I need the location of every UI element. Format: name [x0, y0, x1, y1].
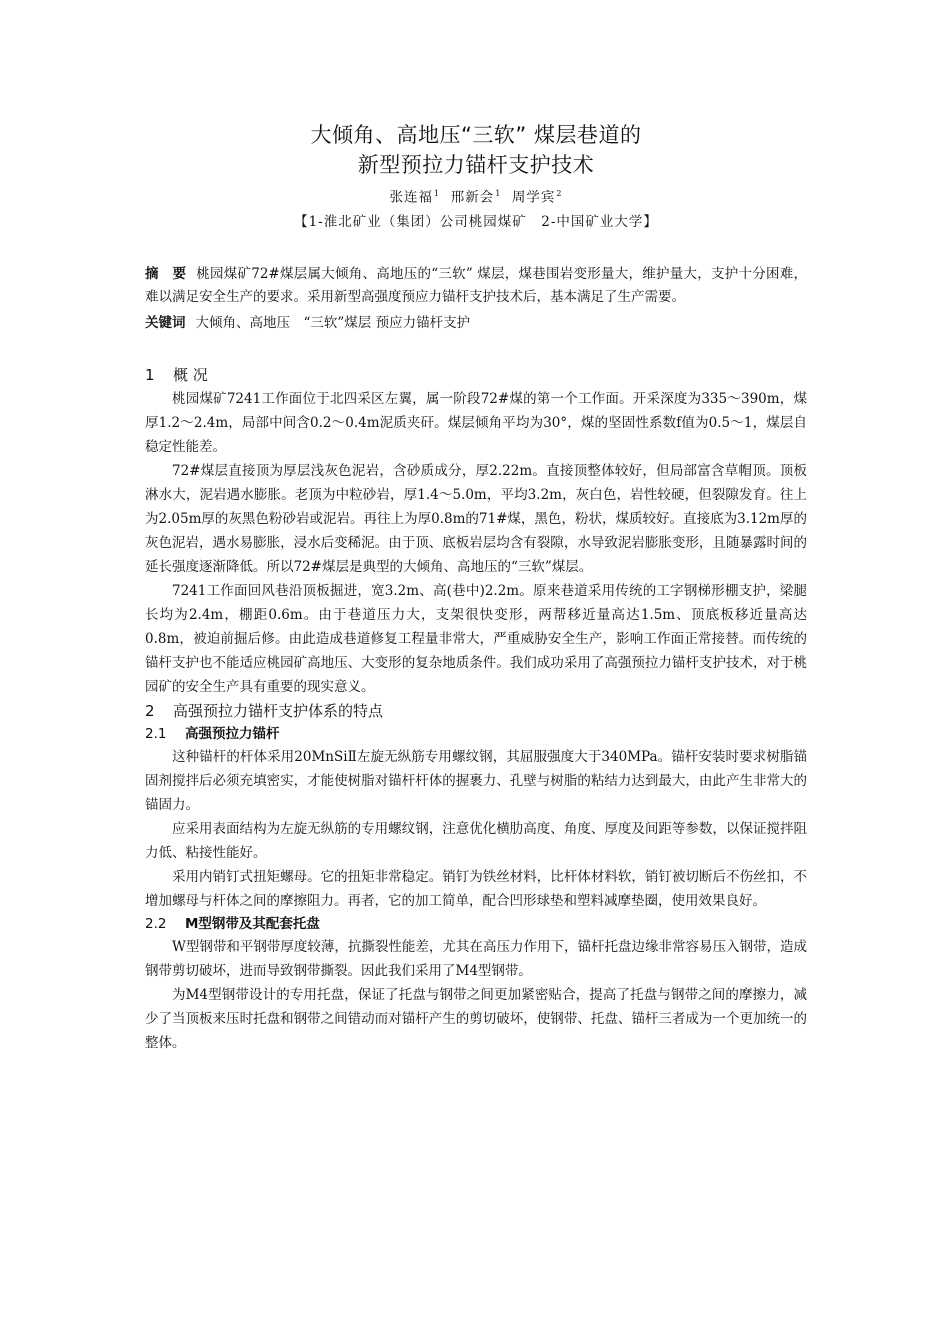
- abstract-label: 摘 要: [145, 265, 187, 282]
- section-heading: [145, 699, 807, 723]
- section-number: 1: [145, 365, 155, 384]
- title-line-1: 大倾角、高地压“三软” 煤层巷道的: [310, 123, 642, 147]
- section-title: 概 况: [173, 365, 208, 384]
- subsection-heading: [145, 913, 807, 935]
- author-name: 张连福: [389, 189, 434, 206]
- keywords-text: 大倾角、高地压 “三软”煤层 预应力锚杆支护: [195, 314, 471, 331]
- keywords-label: 关键词: [145, 314, 186, 331]
- paragraph: 为M4型钢带设计的专用托盘，保证了托盘与钢带之间更加紧密贴合，提高了托盘与钢带之间的摩擦力，减少了当顶板来压时托盘和钢带之间错动而对锚杆产生的剪切破坏，使钢带、托盘、锚杆三者成为一个更加统一的整体。: [145, 986, 807, 1051]
- title-line-2: 新型预拉力锚杆支护技术: [357, 153, 595, 177]
- affiliation: 【1-淮北矿业（集团）公司桃园煤矿 2-中国矿业大学】: [294, 213, 658, 230]
- subsection-title: M型钢带及其配套托盘: [185, 915, 320, 932]
- author-name: 周学宾: [511, 189, 556, 206]
- section-title: 高强预拉力锚杆支护体系的特点: [173, 701, 384, 720]
- author-list: [145, 182, 807, 210]
- subsection-title: 高强预拉力锚杆: [185, 725, 280, 742]
- paragraph: W型钢带和平钢带厚度较薄，抗撕裂性能差，尤其在高压力作用下，锚杆托盘边缘非常容易压入钢带，造成钢带剪切破坏，进而导致钢带撕裂。因此我们采用了M4型钢带。: [145, 938, 807, 979]
- paper-page: [145, 120, 807, 1055]
- section-2: [145, 699, 807, 1055]
- subsection-number: 2.1: [145, 725, 167, 742]
- abstract-text: 桃园煤矿72#煤层属大倾角、高地压的“三软” 煤层，煤巷围岩变形量大，维护量大，支护十分困难，难以满足安全生产的要求。采用新型高强度预应力锚杆支护技术后，基本满足了生产需要。: [145, 265, 807, 305]
- subsection-heading: [145, 723, 807, 745]
- subsection-number: 2.2: [145, 915, 167, 932]
- author-affil-ref: 1: [434, 189, 441, 198]
- keywords: [145, 312, 807, 335]
- section-heading: [145, 363, 807, 387]
- paper-title: [145, 120, 807, 180]
- paragraph: 72#煤层直接顶为厚层浅灰色泥岩，含砂质成分，厚2.22m。直接顶整体较好，但局部富含草帽顶。顶板淋水大，泥岩遇水膨胀。老顶为中粒砂岩，厚1.4～5.0m，平均3.2m，灰白色，岩性较硬，但裂隙发育。往上为2.05m厚的灰黑色粉砂岩或泥岩。再往上为厚0.8m的71#煤，黑色，粉状，煤质较好。直接底为3.12m厚的灰色泥岩，遇水易膨胀，浸水后变稀泥。由于顶、底板岩层均含有裂隙，水导致泥岩膨胀变形，且随暴露时间的延长强度逐渐降低。所以72#煤层是典型的大倾角、高地压的“三软”煤层。: [145, 462, 807, 575]
- author-affil-ref: 1: [495, 189, 502, 198]
- section-1: [145, 363, 807, 699]
- paragraph: 应采用表面结构为左旋无纵筋的专用螺纹钢，注意优化横肋高度、角度、厚度及间距等参数，以保证搅拌阻力低、粘接性能好。: [145, 820, 807, 861]
- section-number: 2: [145, 701, 155, 720]
- abstract: [145, 263, 807, 309]
- paragraph: 桃园煤矿7241工作面位于北四采区左翼，属一阶段72#煤的第一个工作面。开采深度为335～390m，煤厚1.2～2.4m，局部中间含0.2～0.4m泥质夹矸。煤层倾角平均为30°，煤的坚固性系数f值为0.5～1，煤层自稳定性能差。: [145, 390, 807, 455]
- paragraph: 采用内销钉式扭矩螺母。它的扭矩非常稳定。销钉为铁丝材料，比杆体材料软，销钉被切断后不伤丝扣，不增加螺母与杆体之间的摩擦阻力。再者，它的加工简单，配合凹形球垫和塑料减摩垫圈，使用效果良好。: [145, 868, 807, 909]
- author-name: 邢新会: [450, 189, 495, 206]
- author-affil-ref: 2: [556, 189, 563, 198]
- paragraph: 这种锚杆的杆体采用20MnSiⅡ左旋无纵筋专用螺纹钢，其屈服强度大于340MPa。锚杆安装时要求树脂锚固剂搅拌后必须充填密实，才能使树脂对锚杆杆体的握裹力、孔壁与树脂的粘结力达到最大，由此产生非常大的锚固力。: [145, 748, 807, 813]
- paragraph: 7241工作面回风巷沿顶板掘进，宽3.2m、高(巷中)2.2m。原来巷道采用传统的工字钢梯形棚支护，梁腿长均为2.4m，棚距0.6m。由于巷道压力大，支架很快变形，两帮移近量高达1.5m、顶底板移近量高达0.8m，被迫前掘后修。由此造成巷道修复工程量非常大，严重威胁安全生产，影响工作面正常接替。而传统的锚杆支护也不能适应桃园矿高地压、大变形的复杂地质条件。我们成功采用了高强预拉力锚杆支护技术，对于桃园矿的安全生产具有重要的现实意义。: [145, 582, 807, 695]
